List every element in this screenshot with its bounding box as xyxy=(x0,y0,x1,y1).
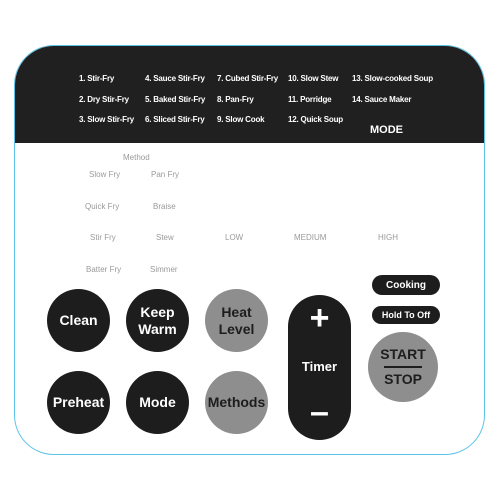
timer-label: Timer xyxy=(301,359,338,374)
stop-label: STOP xyxy=(384,370,422,387)
mode-item-7: 7. Cubed Stir-Fry xyxy=(217,74,279,83)
method-stew: Stew xyxy=(156,233,174,242)
mode-item-2: 2. Dry Stir-Fry xyxy=(79,95,129,104)
timer-minus-button[interactable]: – xyxy=(310,393,329,431)
mode-item-1: 1. Stir-Fry xyxy=(79,74,115,83)
heat-level-high: HIGH xyxy=(378,233,398,242)
clean-button[interactable] xyxy=(47,289,110,352)
method-batter-fry: Batter Fry xyxy=(86,265,122,274)
mode-item-11: 11. Porridge xyxy=(288,95,332,104)
method-braise: Braise xyxy=(153,202,176,211)
method-stir-fry: Stir Fry xyxy=(90,233,116,242)
keep-warm-label: Keep Warm xyxy=(138,303,177,337)
heat-level-medium: MEDIUM xyxy=(294,233,327,242)
mode-item-10: 10. Slow Stew xyxy=(288,74,339,83)
method-title: Method xyxy=(123,153,150,162)
method-simmer: Simmer xyxy=(150,265,178,274)
method-slow-fry: Slow Fry xyxy=(89,170,121,179)
start-stop-divider xyxy=(384,366,422,368)
timer-control xyxy=(288,295,351,440)
mode-button[interactable] xyxy=(126,371,189,434)
preheat-label: Preheat xyxy=(52,394,105,410)
mode-item-3: 3. Slow Stir-Fry xyxy=(79,115,135,124)
mode-item-9: 9. Slow Cook xyxy=(217,115,265,124)
clean-label: Clean xyxy=(59,312,98,328)
method-quick-fry: Quick Fry xyxy=(85,202,120,211)
mode-item-4: 4. Sauce Stir-Fry xyxy=(145,74,205,83)
timer-plus-button[interactable]: + xyxy=(309,299,330,337)
start-stop-button[interactable] xyxy=(368,332,438,402)
heat-level-low: LOW xyxy=(225,233,244,242)
methods-button[interactable] xyxy=(205,371,268,434)
hold-to-off-label: Hold To Off xyxy=(381,310,431,320)
heat-level-label: Heat Level xyxy=(218,303,255,337)
mode-item-14: 14. Sauce Maker xyxy=(352,95,412,104)
method-pan-fry: Pan Fry xyxy=(151,170,180,179)
mode-item-8: 8. Pan-Fry xyxy=(217,95,254,104)
preheat-button[interactable] xyxy=(47,371,110,434)
mode-item-13: 13. Slow-cooked Soup xyxy=(352,74,433,83)
heat-level-button[interactable] xyxy=(205,289,268,352)
keep-warm-button[interactable] xyxy=(126,289,189,352)
hold-to-off-indicator xyxy=(372,306,440,324)
mode-label: Mode xyxy=(139,394,176,410)
mode-menu-bar xyxy=(15,46,484,143)
mode-item-6: 6. Sliced Stir-Fry xyxy=(145,115,205,124)
control-panel xyxy=(14,45,485,455)
methods-label: Methods xyxy=(207,394,266,410)
mode-item-12: 12. Quick Soup xyxy=(288,115,343,124)
start-label: START xyxy=(380,346,426,363)
cooking-indicator xyxy=(372,275,440,295)
cooking-label: Cooking xyxy=(386,279,426,291)
mode-item-5: 5. Baked Stir-Fry xyxy=(145,95,206,104)
mode-title: MODE xyxy=(370,124,403,136)
